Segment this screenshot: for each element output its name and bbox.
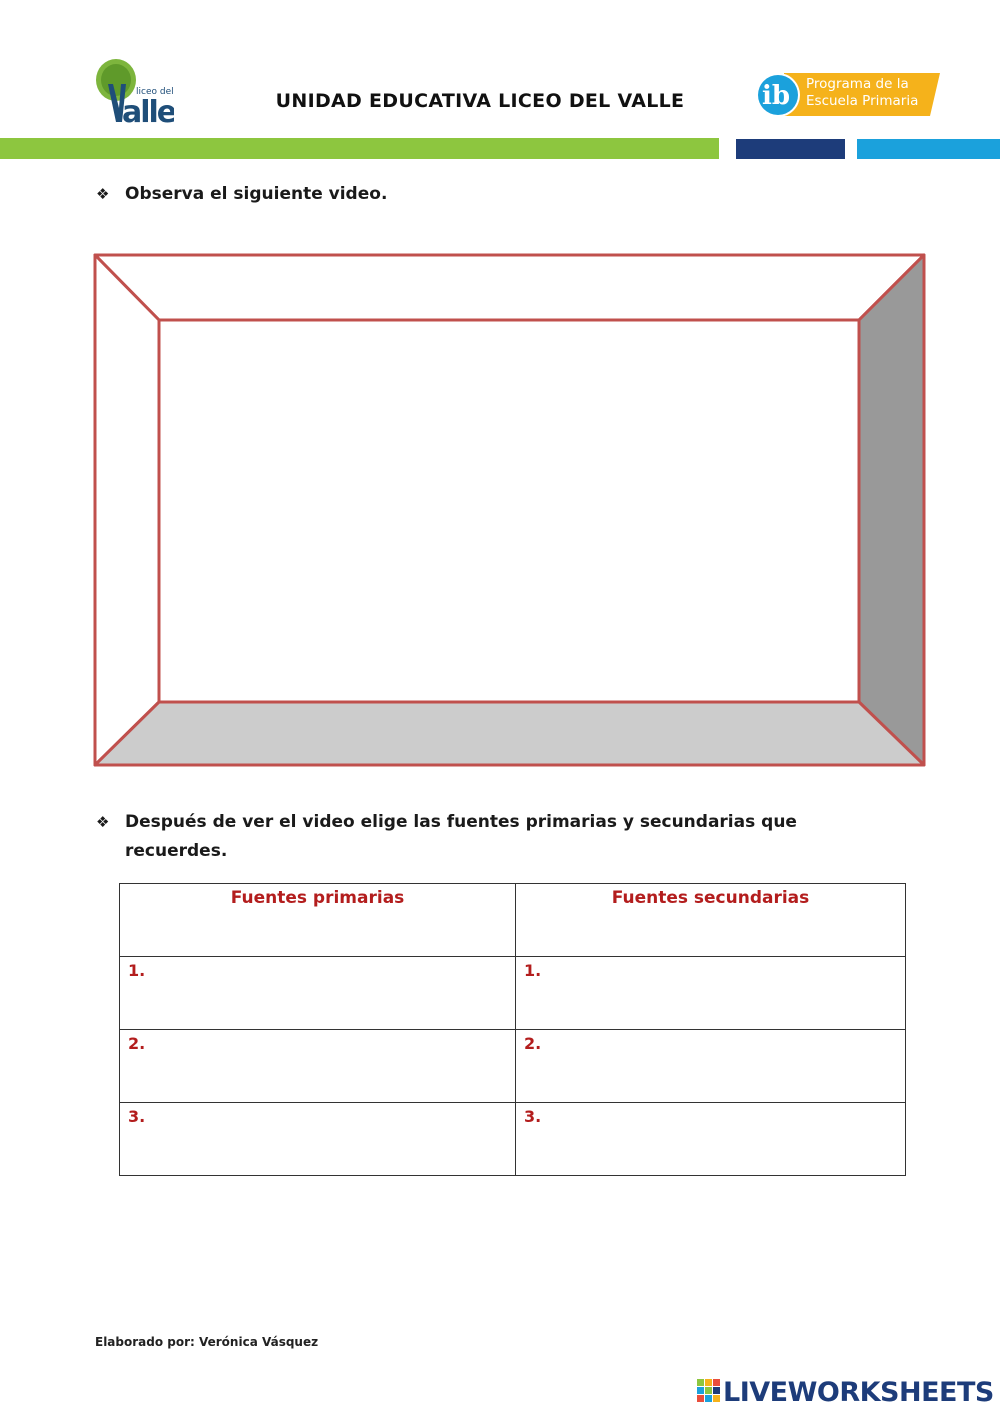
frame-top-bevel	[95, 255, 924, 320]
cyan-header-bar	[857, 139, 1000, 159]
table-row	[120, 957, 906, 1030]
table-header-row	[120, 884, 906, 957]
svg-text:liceo del: liceo del	[136, 87, 174, 97]
primary-source-cell-2[interactable]: 2.	[120, 1030, 516, 1103]
liveworksheets-brand: LIVEWORKSHEETS	[723, 1377, 994, 1408]
liveworksheets-logo[interactable]	[697, 1376, 997, 1410]
ib-logo-line1: Programa de la	[806, 76, 909, 92]
ib-logo-line2: Escuela Primaria	[806, 93, 919, 109]
table-row	[120, 1103, 906, 1176]
liveworksheets-blocks-icon	[697, 1379, 721, 1409]
video-frame[interactable]	[93, 253, 926, 768]
school-logo	[92, 56, 174, 130]
primary-source-cell-1[interactable]: 1.	[120, 957, 516, 1030]
instruction-choose-sources: ❖ Después de ver el video elige las fuentes primarias y secundarias que recuerdes.	[96, 808, 856, 866]
frame-bottom-bevel	[95, 702, 924, 765]
diamond-bullet-icon: ❖	[96, 185, 110, 203]
author-credit: Elaborado por: Verónica Vásquez	[95, 1335, 319, 1349]
green-header-bar	[0, 138, 719, 159]
secondary-source-cell-2[interactable]: 2.	[516, 1030, 906, 1103]
svg-text:alle: alle	[122, 95, 174, 130]
ib-pyp-logo	[754, 70, 944, 120]
frame-right-bevel	[859, 255, 924, 765]
sources-table	[119, 883, 906, 1176]
navy-header-bar	[736, 139, 845, 159]
diamond-bullet-icon: ❖	[96, 813, 110, 831]
header-primary-sources: Fuentes primarias	[120, 884, 516, 957]
primary-source-cell-3[interactable]: 3.	[120, 1103, 516, 1176]
instruction-watch-video: ❖ Observa el siguiente video.	[96, 180, 387, 209]
secondary-source-cell-3[interactable]: 3.	[516, 1103, 906, 1176]
frame-left-bevel	[95, 255, 159, 765]
video-screen-area	[159, 320, 859, 702]
school-title: UNIDAD EDUCATIVA LICEO DEL VALLE	[275, 90, 685, 112]
table-row	[120, 1030, 906, 1103]
header-secondary-sources: Fuentes secundarias	[516, 884, 906, 957]
secondary-source-cell-1[interactable]: 1.	[516, 957, 906, 1030]
svg-text:ib: ib	[762, 81, 791, 111]
